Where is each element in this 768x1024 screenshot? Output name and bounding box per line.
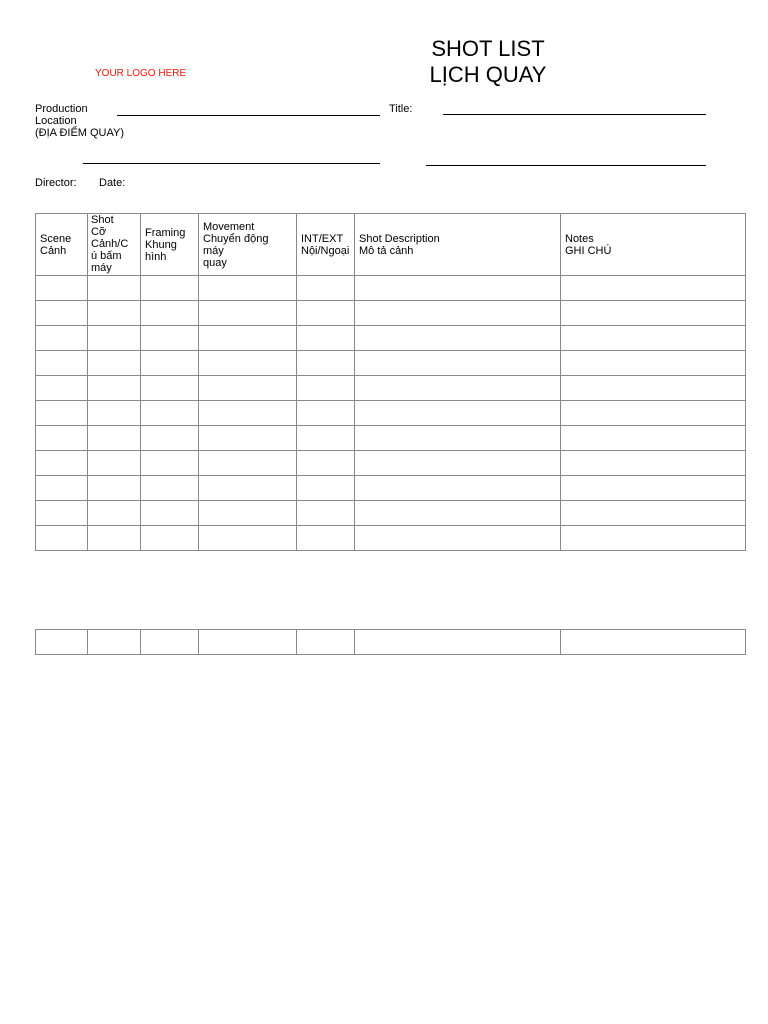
table-cell[interactable] [88,401,141,426]
table-cell[interactable] [199,426,297,451]
table-cell[interactable] [141,526,199,551]
table-cell[interactable] [141,351,199,376]
table-cell[interactable] [88,501,141,526]
production-location-label [35,103,124,139]
column-header-notes: Notes GHI CHÚ [561,214,746,276]
table-cell[interactable] [88,451,141,476]
table-cell[interactable] [141,276,199,301]
table-cell[interactable] [355,276,561,301]
table-row [36,426,746,451]
table-cell[interactable] [141,426,199,451]
table-cell[interactable] [36,376,88,401]
table-cell[interactable] [355,501,561,526]
table-cell[interactable] [199,476,297,501]
table-cell[interactable] [355,326,561,351]
table-cell[interactable] [141,476,199,501]
column-header-scene: Scene Cảnh [36,214,88,276]
date-label: Date: [99,177,126,189]
table-row [36,276,746,301]
table-row [36,501,746,526]
table-row [36,476,746,501]
table-cell[interactable] [297,451,355,476]
table-cell[interactable] [199,501,297,526]
table-cell[interactable] [561,351,746,376]
production-location-label-line1: Production [35,103,88,115]
table-cell[interactable] [297,276,355,301]
table-row [36,351,746,376]
table-cell[interactable] [561,301,746,326]
table-cell[interactable] [355,426,561,451]
table-cell[interactable] [36,526,88,551]
table-row [36,301,746,326]
table-cell[interactable] [297,351,355,376]
table-cell[interactable] [561,526,746,551]
table-cell[interactable] [355,351,561,376]
table-cell[interactable] [36,301,88,326]
director-input[interactable] [83,163,380,164]
table-cell[interactable] [199,451,297,476]
table-row [36,376,746,401]
table-cell[interactable] [199,526,297,551]
table-cell[interactable] [141,301,199,326]
table-cell[interactable] [561,276,746,301]
table-cell[interactable] [36,326,88,351]
column-header-movement: Movement Chuyển động máy quay [199,214,297,276]
table-cell[interactable] [88,426,141,451]
table-cell[interactable] [199,326,297,351]
table-cell[interactable] [88,351,141,376]
table-cell[interactable] [199,401,297,426]
production-location-label-line3: (ĐỊA ĐIỂM QUAY) [35,127,125,139]
table-cell[interactable] [297,301,355,326]
table-cell[interactable] [561,326,746,351]
table-row [36,526,746,551]
table-cell[interactable] [36,476,88,501]
table-cell[interactable] [297,326,355,351]
table-row [36,326,746,351]
director-label: Director: [35,177,77,189]
table-cell[interactable] [297,630,355,655]
shot-rows [36,276,746,551]
table-cell[interactable] [36,501,88,526]
table-cell[interactable] [199,376,297,401]
column-header-shot: Shot Cỡ Cảnh/C ú bấm máy [88,214,141,276]
table-cell[interactable] [88,526,141,551]
table-cell[interactable] [199,351,297,376]
table-cell[interactable] [297,376,355,401]
table-cell[interactable] [355,301,561,326]
table-cell[interactable] [561,376,746,401]
table-cell[interactable] [36,451,88,476]
table-cell[interactable] [561,476,746,501]
table-cell[interactable] [141,326,199,351]
table-row [36,630,746,655]
table-cell[interactable] [297,526,355,551]
logo-placeholder: YOUR LOGO HERE [95,68,187,79]
column-header-shot-description: Shot Description Mô tả cảnh [355,214,561,276]
table-cell[interactable] [561,401,746,426]
table-cell[interactable] [88,376,141,401]
table-header-row [36,214,746,276]
table-cell[interactable] [36,426,88,451]
table-cell[interactable] [297,501,355,526]
table-cell[interactable] [561,451,746,476]
shot-list-table [35,213,746,551]
table-cell[interactable] [297,426,355,451]
table-cell[interactable] [355,476,561,501]
table-cell[interactable] [199,301,297,326]
table-cell[interactable] [36,351,88,376]
table-cell[interactable] [88,326,141,351]
table-cell[interactable] [297,401,355,426]
column-header-framing: Framing Khung hình [141,214,199,276]
table-cell[interactable] [88,276,141,301]
table-cell[interactable] [36,276,88,301]
table-cell[interactable] [355,630,561,655]
table-cell[interactable] [88,476,141,501]
table-cell[interactable] [88,630,141,655]
table-cell[interactable] [355,401,561,426]
production-location-input[interactable] [117,115,380,116]
table-cell[interactable] [199,276,297,301]
table-cell[interactable] [561,501,746,526]
date-input[interactable] [426,165,706,166]
table-cell[interactable] [141,451,199,476]
table-cell[interactable] [561,630,746,655]
page-title-english: SHOT LIST [431,36,545,61]
extra-row-table [35,629,746,655]
column-header-int-ext: INT/EXT Nội/Ngoại [297,214,355,276]
table-cell[interactable] [141,630,199,655]
title-input[interactable] [443,114,706,115]
table-cell[interactable] [199,630,297,655]
title-label: Title: [389,103,413,115]
table-cell[interactable] [141,401,199,426]
page-title-vietnamese: LỊCH QUAY [429,62,547,87]
table-row [36,451,746,476]
table-cell[interactable] [36,401,88,426]
table-cell[interactable] [355,526,561,551]
table-cell[interactable] [36,630,88,655]
table-cell[interactable] [141,501,199,526]
table-cell[interactable] [88,301,141,326]
table-cell[interactable] [355,376,561,401]
table-cell[interactable] [297,476,355,501]
table-row [36,401,746,426]
production-location-label-line2: Location [35,115,77,127]
table-cell[interactable] [141,376,199,401]
table-cell[interactable] [561,426,746,451]
page-title [388,36,588,88]
table-cell[interactable] [355,451,561,476]
